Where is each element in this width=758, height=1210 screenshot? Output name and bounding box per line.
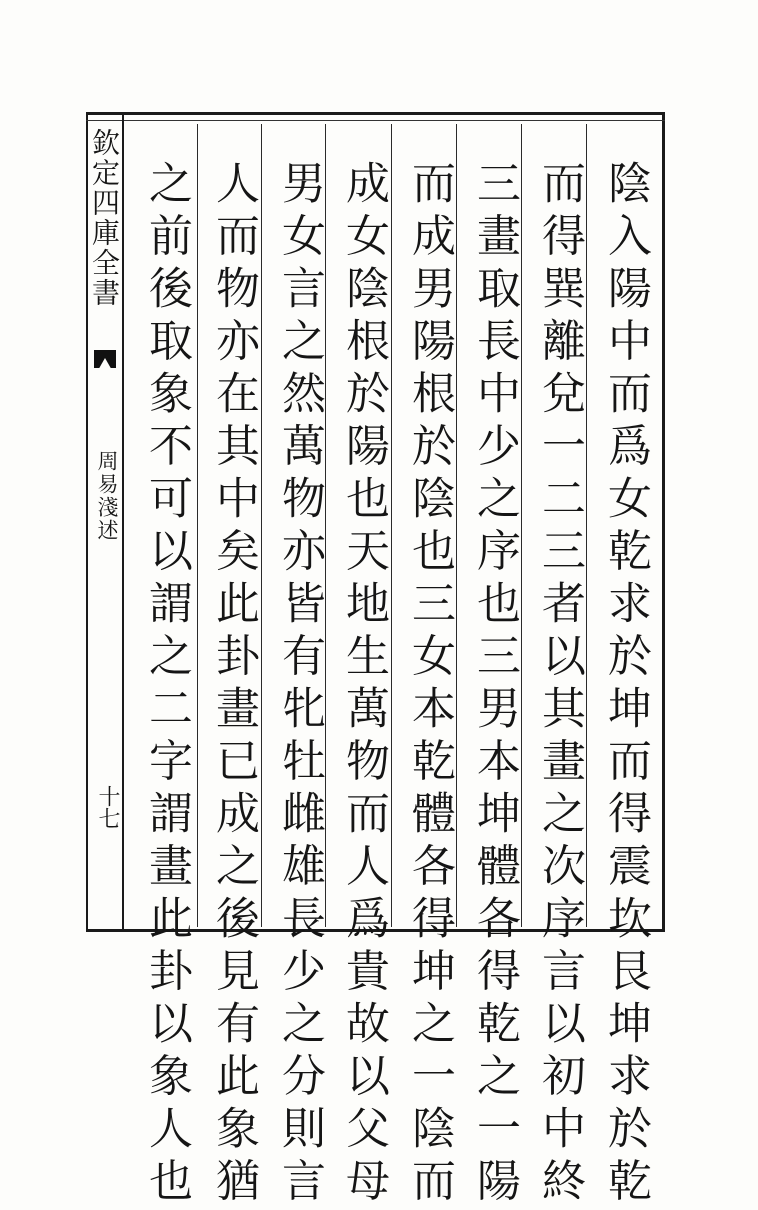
text-column-8: 之前後取象不可以謂之二字謂畫此卦以象人也 bbox=[141, 160, 192, 1210]
margin-collection-title: 欽定四庫全書 bbox=[88, 128, 121, 308]
text-column-2: 而得巽離兌一二三者以其畫之次序言以初中終 bbox=[534, 160, 585, 1210]
text-column-3: 三畫取長中少之序也三男本坤體各得乾之一陽 bbox=[469, 160, 520, 1210]
column-rule bbox=[197, 124, 198, 927]
text-column-5: 成女陰根於陽也天地生萬物而人爲貴故以父母 bbox=[338, 160, 389, 1210]
text-column-1: 陰入陽中而爲女乾求於坤而得震坎艮坤求於乾 bbox=[600, 160, 651, 1210]
fishtail-icon bbox=[94, 350, 116, 368]
text-column-4: 而成男陽根於陰也三女本乾體各得坤之一陰而 bbox=[404, 160, 455, 1210]
text-column-6: 男女言之然萬物亦皆有牝牡雌雄長少之分則言 bbox=[274, 160, 325, 1210]
text-column-7: 人而物亦在其中矣此卦畫已成之後見有此象猶 bbox=[208, 160, 259, 1210]
column-rule bbox=[261, 124, 262, 927]
margin-page-number: 十七 bbox=[95, 785, 120, 829]
column-rule bbox=[391, 124, 392, 927]
frame-top-rule bbox=[86, 120, 665, 121]
margin-book-title: 周易淺述 bbox=[95, 450, 119, 542]
